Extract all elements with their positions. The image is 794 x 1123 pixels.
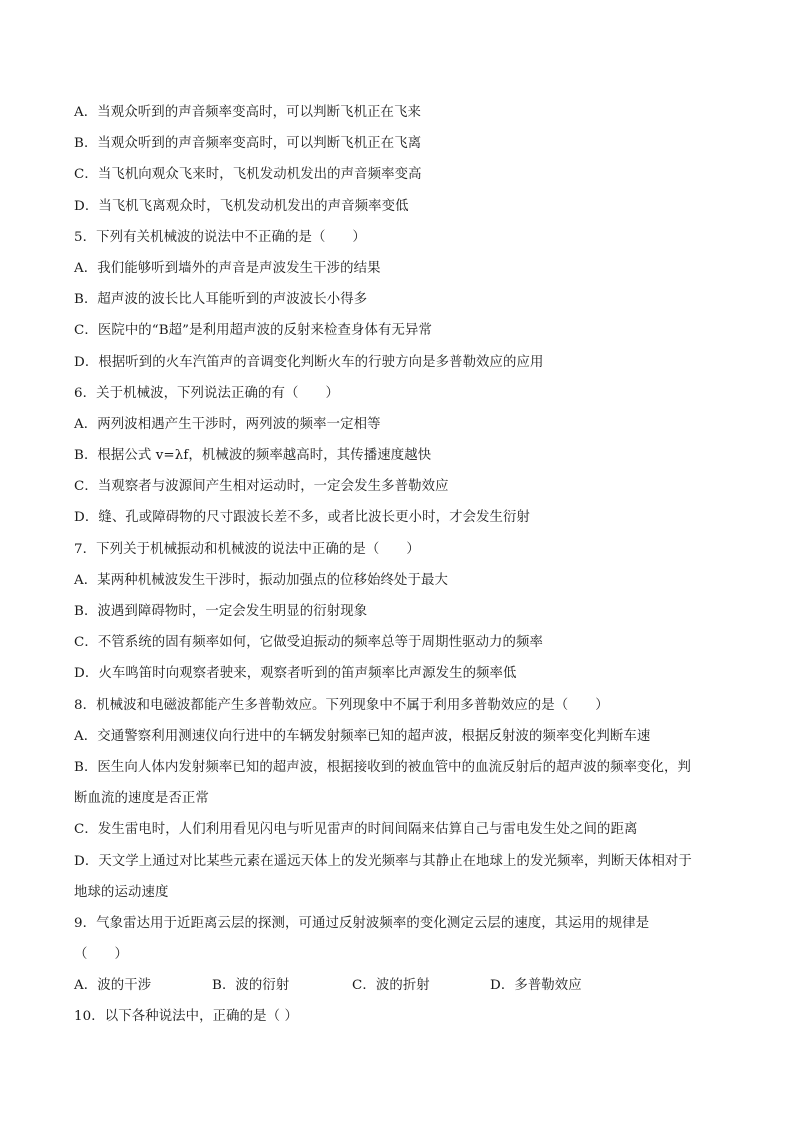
q9-option-c: C．波的折射 (352, 978, 430, 994)
q8-option-a: A．交通警察利用测速仪向行进中的车辆发射频率已知的超声波，根据反射波的频率变化判断车速 (74, 728, 651, 744)
q5-stem: 5．下列有关机械波的说法中不正确的是（ ） (74, 229, 366, 245)
q5-option-c: C．医院中的“B超”是利用超声波的反射来检查身体有无异常 (74, 323, 432, 339)
q7-option-c: C．不管系统的固有频率如何，它做受迫振动的频率总等于周期性驱动力的频率 (74, 635, 544, 651)
q5-option-b: B．超声波的波长比人耳能听到的声波波长小得多 (74, 292, 368, 308)
q10-stem: 10．以下各种说法中，正确的是（ ） (74, 1009, 298, 1025)
q9-stem-line2: （ ） (74, 947, 128, 963)
q6-stem: 6．关于机械波，下列说法正确的有（ ） (74, 385, 339, 401)
q9-options (74, 975, 724, 1006)
q5-option-a: A．我们能够听到墙外的声音是声波发生干涉的结果 (74, 260, 381, 276)
q4-option-d: D．当飞机飞离观众时，飞机发动机发出的声音频率变低 (74, 198, 409, 214)
q8-option-b-line1: B．医生向人体内发射频率已知的超声波，根据接收到的被血管中的血流反射后的超声波的频率变化，判 (74, 759, 692, 775)
q4-option-a: A．当观众听到的声音频率变高时，可以判断飞机正在飞来 (74, 105, 422, 120)
q8-option-d-line2: 地球的运动速度 (74, 884, 169, 900)
q7-option-b: B．波遇到障碍物时，一定会发生明显的衍射现象 (74, 604, 368, 619)
q4-option-c: C．当飞机向观众飞来时，飞机发动机发出的声音频率变高 (74, 167, 422, 183)
q4-option-b: B．当观众听到的声音频率变高时，可以判断飞机正在飞离 (74, 136, 422, 152)
q5-option-d: D．根据听到的火车汽笛声的音调变化判断火车的行驶方向是多普勒效应的应用 (74, 354, 544, 370)
q6-option-d: D．缝、孔或障碍物的尺寸跟波长差不多，或者比波长更小时，才会发生衍射 (74, 510, 531, 526)
q6-option-a: A．两列波相遇产生干涉时，两列波的频率一定相等 (74, 416, 381, 432)
q8-stem: 8．机械波和电磁波都能产生多普勒效应。下列现象中不属于利用多普勒效应的是（ ） (74, 697, 609, 713)
q6-option-b: B．根据公式 v=λf，机械波的频率越高时，其传播速度越快 (74, 448, 432, 464)
q9-option-b: B．波的衍射 (212, 978, 290, 994)
q7-stem: 7．下列关于机械振动和机械波的说法中正确的是（ ） (74, 541, 420, 557)
q8-option-b-line2: 断血流的速度是否正常 (74, 791, 209, 807)
q8-option-c: C．发生雷电时，人们利用看见闪电与听见雷声的时间间隔来估算自己与雷电发生处之间的距离 (74, 822, 638, 838)
q9-stem-line1: 9．气象雷达用于近距离云层的探测，可通过反射波频率的变化测定云层的速度，其运用的规律是 (74, 915, 650, 931)
question-content (74, 102, 724, 1038)
q7-option-d: D．火车鸣笛时向观察者驶来，观察者听到的笛声频率比声源发生的频率低 (74, 666, 517, 682)
q8-option-d-line1: D．天文学上通过对比某些元素在遥远天体上的发光频率与其静止在地球上的发光频率，判断天体相对于 (74, 853, 692, 869)
q7-option-a: A．某两种机械波发生干涉时，振动加强点的位移始终处于最大 (74, 572, 449, 588)
q9-option-d: D．多普勒效应 (490, 978, 582, 994)
q9-option-a: A．波的干涉 (74, 978, 152, 994)
q6-option-c: C．当观察者与波源间产生相对运动时，一定会发生多普勒效应 (74, 479, 449, 495)
